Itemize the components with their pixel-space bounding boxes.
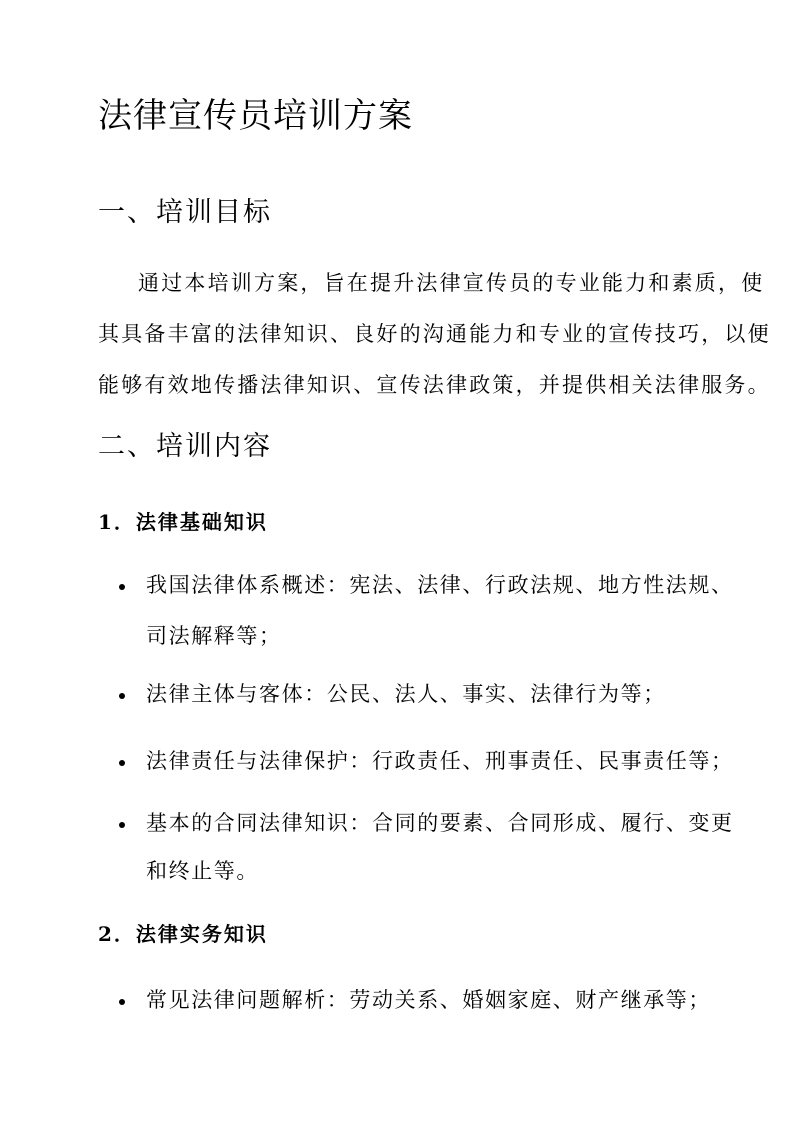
list-item-line: 法律责任与法律保护：行政责任、刑事责任、民事责任等； bbox=[146, 749, 734, 773]
document-title: 法律宣传员培训方案 bbox=[98, 96, 413, 136]
bullet-icon bbox=[119, 999, 125, 1005]
subsection-heading-legal-practice: 2．法律实务知识 bbox=[98, 922, 268, 946]
bullet-icon bbox=[119, 822, 125, 828]
list-item-line: 司法解释等； bbox=[146, 624, 282, 648]
subsection-heading-legal-basics: 1．法律基础知识 bbox=[98, 510, 268, 534]
list-item-line: 和终止等。 bbox=[146, 859, 259, 883]
section-heading-content: 二、培训内容 bbox=[98, 431, 272, 462]
bullet-icon bbox=[119, 584, 125, 590]
paragraph-line: 其具备丰富的法律知识、良好的沟通能力和专业的宣传技巧，以便 bbox=[98, 322, 771, 346]
bullet-icon bbox=[119, 760, 125, 766]
bullet-icon bbox=[119, 693, 125, 699]
paragraph-line: 通过本培训方案，旨在提升法律宣传员的专业能力和素质，使 bbox=[138, 271, 765, 295]
list-item-line: 法律主体与客体：公民、法人、事实、法律行为等； bbox=[146, 682, 666, 706]
list-item-line: 我国法律体系概述：宪法、法律、行政法规、地方性法规、 bbox=[146, 573, 734, 597]
list-item-line: 基本的合同法律知识：合同的要素、合同形成、履行、变更 bbox=[146, 811, 734, 835]
section-heading-goals: 一、培训目标 bbox=[98, 197, 272, 228]
list-item-line: 常见法律问题解析：劳动关系、婚姻家庭、财产继承等； bbox=[146, 988, 711, 1012]
paragraph-line: 能够有效地传播法律知识、宣传法律政策，并提供相关法律服务。 bbox=[98, 373, 771, 397]
